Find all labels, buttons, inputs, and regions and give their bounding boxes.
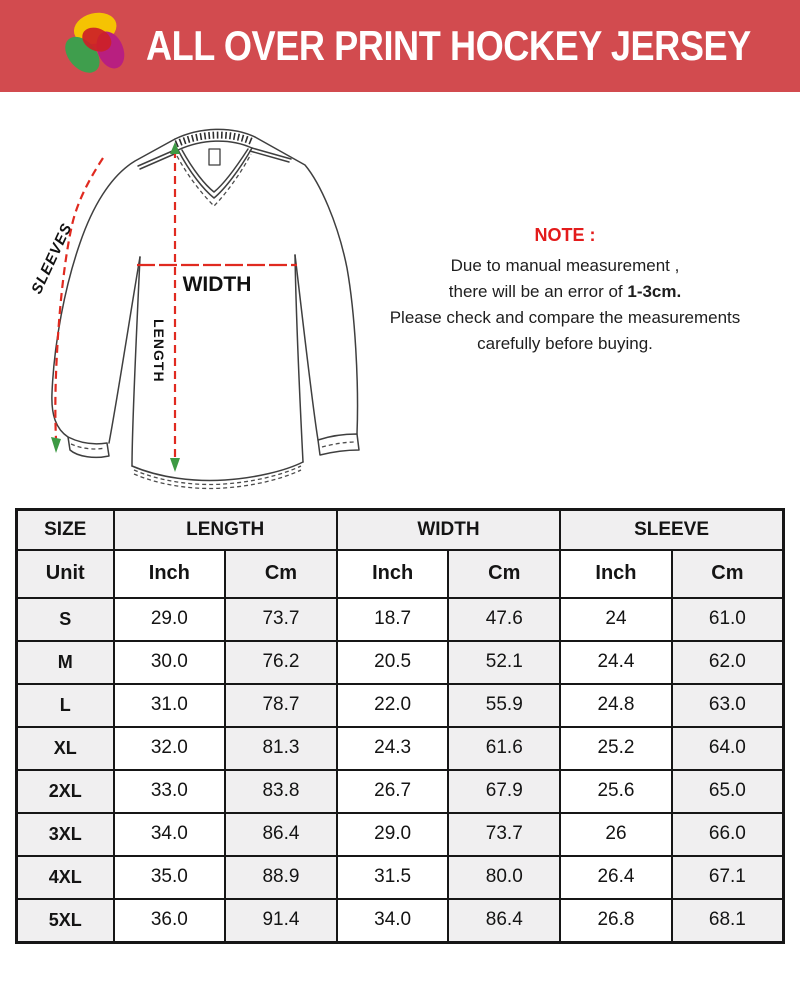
measurement-cell: 81.3 (225, 727, 337, 770)
page-title: ALL OVER PRINT HOCKEY JERSEY (146, 22, 751, 69)
measurement-cell: 29.0 (114, 598, 226, 641)
unit-header: Inch (337, 550, 449, 598)
measurement-cell: 83.8 (225, 770, 337, 813)
measurement-cell: 26.7 (337, 770, 449, 813)
measurement-cell: 78.7 (225, 684, 337, 727)
unit-header: Cm (672, 550, 784, 598)
note-line2-bold: 1-3cm. (627, 282, 682, 301)
width-label: WIDTH (182, 273, 252, 296)
note-line2-prefix: there will be an error of (448, 282, 628, 301)
measurement-cell: 80.0 (448, 856, 560, 899)
unit-header: Inch (114, 550, 226, 598)
measurement-cell: 64.0 (672, 727, 784, 770)
measurement-cell: 25.6 (560, 770, 672, 813)
measurement-cell: 31.5 (337, 856, 449, 899)
measurement-cell: 26 (560, 813, 672, 856)
sleeves-label: SLEEVES (28, 220, 76, 297)
col-header-size: SIZE (17, 510, 114, 550)
note-line: Please check and compare the measurements (389, 308, 741, 327)
note-line (380, 279, 750, 305)
measurement-cell: 25.2 (560, 727, 672, 770)
measurement-cell: 66.0 (672, 813, 784, 856)
jersey-outline (52, 129, 359, 480)
col-header-width: WIDTH (337, 510, 560, 550)
arrowheads (51, 142, 180, 472)
note-block (380, 222, 750, 357)
stitching-lines (71, 154, 355, 488)
length-label: LENGTH (151, 319, 167, 383)
measurement-cell: 86.4 (225, 813, 337, 856)
size-cell: M (17, 641, 114, 684)
size-cell: S (17, 598, 114, 641)
measurement-cell: 29.0 (337, 813, 449, 856)
measurement-cell: 52.1 (448, 641, 560, 684)
col-header-length: LENGTH (114, 510, 337, 550)
measurement-cell: 67.9 (448, 770, 560, 813)
measurement-cell: 34.0 (337, 899, 449, 943)
collar-band-hatch (176, 135, 253, 144)
measurement-cell: 24 (560, 598, 672, 641)
measurement-cell: 91.4 (225, 899, 337, 943)
measurement-cell: 36.0 (114, 899, 226, 943)
measurement-cell: 24.3 (337, 727, 449, 770)
note-line: carefully before buying. (477, 334, 653, 353)
size-cell: 2XL (17, 770, 114, 813)
size-cell: 4XL (17, 856, 114, 899)
length-top-arrow-icon (170, 142, 180, 154)
measurement-cell: 68.1 (672, 899, 784, 943)
table-header-row (17, 510, 784, 550)
table-row (17, 899, 784, 943)
note-line: Due to manual measurement , (450, 256, 680, 275)
measurement-cell: 67.1 (672, 856, 784, 899)
size-cell: L (17, 684, 114, 727)
measurement-cell: 24.8 (560, 684, 672, 727)
brand-logo-icon (56, 6, 136, 86)
table-row (17, 684, 784, 727)
size-cell: 5XL (17, 899, 114, 943)
measurement-cell: 55.9 (448, 684, 560, 727)
measurement-cell: 35.0 (114, 856, 226, 899)
note-heading: NOTE : (534, 225, 596, 245)
measurement-cell: 26.4 (560, 856, 672, 899)
measurement-lines (55, 150, 297, 463)
jersey-measurement-diagram (10, 103, 390, 503)
measurement-cell: 22.0 (337, 684, 449, 727)
col-header-sleeve: SLEEVE (560, 510, 783, 550)
measurement-cell: 24.4 (560, 641, 672, 684)
measurement-cell: 30.0 (114, 641, 226, 684)
length-bottom-arrow-icon (170, 458, 180, 472)
measurement-cell: 65.0 (672, 770, 784, 813)
measurement-cell: 32.0 (114, 727, 226, 770)
banner (0, 0, 800, 92)
table-unit-row (17, 550, 784, 598)
measurement-cell: 76.2 (225, 641, 337, 684)
measurement-cell: 34.0 (114, 813, 226, 856)
measurement-cell: 26.8 (560, 899, 672, 943)
unit-header: Cm (225, 550, 337, 598)
sleeves-bottom-arrow-icon (51, 437, 61, 453)
measurement-cell: 61.0 (672, 598, 784, 641)
measurement-cell: 73.7 (225, 598, 337, 641)
measurement-cell: 62.0 (672, 641, 784, 684)
table-row (17, 641, 784, 684)
unit-header: Inch (560, 550, 672, 598)
measurement-cell: 33.0 (114, 770, 226, 813)
size-chart-table (15, 508, 785, 944)
measurement-cell: 18.7 (337, 598, 449, 641)
sleeves-line (55, 158, 103, 439)
measurement-cell: 88.9 (225, 856, 337, 899)
measurement-cell: 61.6 (448, 727, 560, 770)
measurement-cell: 20.5 (337, 641, 449, 684)
table-row (17, 856, 784, 899)
measurement-cell: 86.4 (448, 899, 560, 943)
unit-header: Unit (17, 550, 114, 598)
table-row (17, 770, 784, 813)
size-cell: 3XL (17, 813, 114, 856)
table-row (17, 598, 784, 641)
measurement-cell: 63.0 (672, 684, 784, 727)
unit-header: Cm (448, 550, 560, 598)
measurement-cell: 31.0 (114, 684, 226, 727)
measurement-cell: 73.7 (448, 813, 560, 856)
measurement-cell: 47.6 (448, 598, 560, 641)
table-row (17, 813, 784, 856)
table-row (17, 727, 784, 770)
size-cell: XL (17, 727, 114, 770)
